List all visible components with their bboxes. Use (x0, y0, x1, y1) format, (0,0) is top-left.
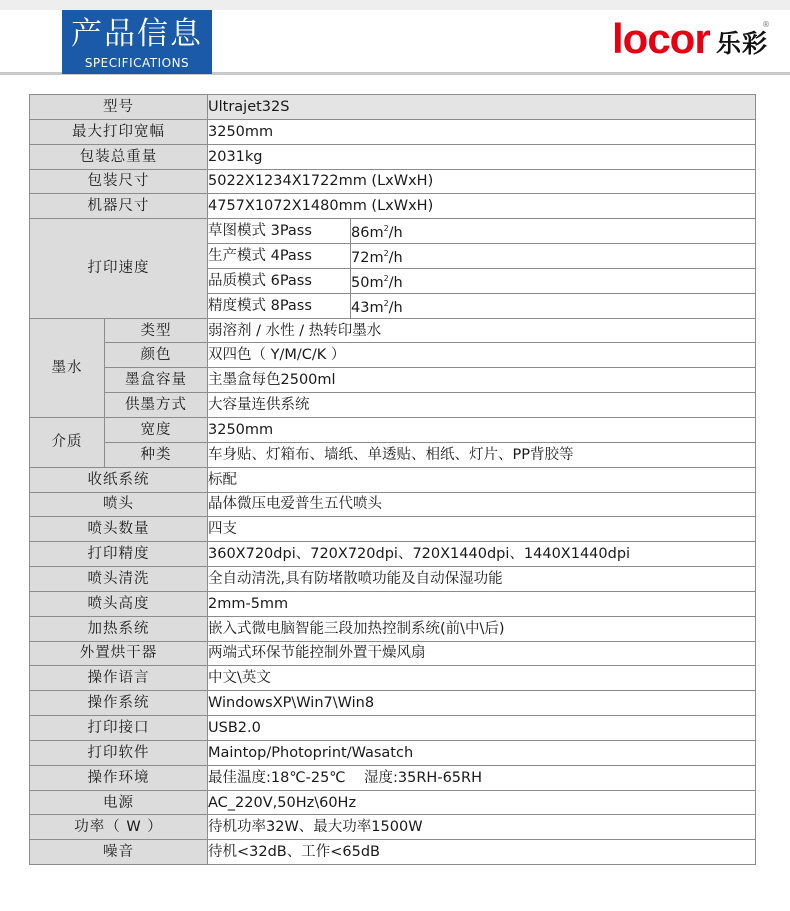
spec-value: 弱溶剂 / 水性 / 热转印墨水 (208, 318, 756, 343)
spec-label: 操作语言 (30, 666, 208, 691)
spec-row-machine-size (30, 194, 756, 219)
speed-unit: /h (388, 274, 403, 291)
spec-sublabel: 类型 (105, 318, 208, 343)
spec-label: 喷头高度 (30, 591, 208, 616)
spec-value: 两端式环保节能控制外置干燥风扇 (208, 641, 756, 666)
spec-row-take-up (30, 467, 756, 492)
spec-label: 最大打印宽幅 (30, 119, 208, 144)
speed-mode: 精度模式 8Pass (208, 293, 351, 318)
spec-value: 主墨盒每色2500ml (208, 368, 756, 393)
spec-row-head-count (30, 517, 756, 542)
spec-value: 待机功率32W、最大功率1500W (208, 815, 756, 840)
spec-value: 3250mm (208, 417, 756, 442)
spec-label: 型号 (30, 95, 208, 120)
speed-unit-exponent: 2 (383, 273, 389, 283)
spec-row-package-size (30, 169, 756, 194)
spec-label: 操作环境 (30, 765, 208, 790)
spec-label: 电源 (30, 790, 208, 815)
speed-number: 43m (351, 299, 384, 316)
spec-row-head-height (30, 591, 756, 616)
spec-row-ink-type (30, 318, 756, 343)
spec-label-media: 介质 (30, 417, 105, 467)
spec-value: 待机<32dB、工作<65dB (208, 840, 756, 865)
spec-label: 收纸系统 (30, 467, 208, 492)
spec-row-ink-supply (30, 393, 756, 418)
spec-table (29, 94, 756, 865)
spec-label: 喷头 (30, 492, 208, 517)
spec-value: 全自动清洗,具有防堵散喷功能及自动保湿功能 (208, 567, 756, 592)
brand-logo-latin: locor (612, 15, 710, 62)
spec-value: 2031kg (208, 144, 756, 169)
top-band (0, 0, 790, 10)
spec-row-software (30, 740, 756, 765)
speed-unit: /h (388, 249, 403, 266)
speed-value (351, 244, 756, 269)
spec-label: 包装总重量 (30, 144, 208, 169)
spec-value: 标配 (208, 467, 756, 492)
spec-value: 360X720dpi、720X720dpi、720X1440dpi、1440X1440dpi (208, 542, 756, 567)
spec-value: USB2.0 (208, 716, 756, 741)
spec-row-environment (30, 765, 756, 790)
spec-row-cleaning (30, 567, 756, 592)
spec-row-os (30, 691, 756, 716)
brand-logo-chinese: 乐彩 (716, 29, 769, 58)
speed-mode: 草图模式 3Pass (208, 219, 351, 244)
spec-row-ink-capacity (30, 368, 756, 393)
spec-label: 加热系统 (30, 616, 208, 641)
spec-label: 操作系统 (30, 691, 208, 716)
spec-row-dryer (30, 641, 756, 666)
speed-unit: /h (388, 225, 403, 242)
spec-value: 3250mm (208, 119, 756, 144)
spec-label: 打印精度 (30, 542, 208, 567)
speed-value (351, 293, 756, 318)
section-subtitle: SPECIFICATIONS (84, 56, 190, 70)
speed-number: 86m (351, 225, 384, 242)
spec-label: 喷头清洗 (30, 567, 208, 592)
spec-row-language (30, 666, 756, 691)
spec-label: 噪音 (30, 840, 208, 865)
speed-number: 72m (351, 249, 384, 266)
spec-sublabel: 种类 (105, 442, 208, 467)
spec-value: Ultrajet32S (208, 95, 756, 120)
spec-label: 功率（ W ） (30, 815, 208, 840)
spec-row-power (30, 790, 756, 815)
spec-row-interface (30, 716, 756, 741)
spec-label: 包装尺寸 (30, 169, 208, 194)
registered-mark: ® (762, 20, 770, 29)
spec-sublabel: 供墨方式 (105, 393, 208, 418)
spec-row-media-kind (30, 442, 756, 467)
spec-row-heating (30, 616, 756, 641)
spec-value: 中文\英文 (208, 666, 756, 691)
spec-row-precision (30, 542, 756, 567)
speed-number: 50m (351, 274, 384, 291)
spec-label: 打印软件 (30, 740, 208, 765)
spec-value: 最佳温度:18℃-25℃ 湿度:35RH-65RH (208, 765, 756, 790)
speed-unit-exponent: 2 (383, 224, 389, 234)
section-badge (62, 10, 212, 74)
spec-row-media-width (30, 417, 756, 442)
spec-label: 打印接口 (30, 716, 208, 741)
spec-sublabel: 颜色 (105, 343, 208, 368)
spec-label: 喷头数量 (30, 517, 208, 542)
spec-value: 5022X1234X1722mm (LxWxH) (208, 169, 756, 194)
spec-value: 车身贴、灯箱布、墙纸、单透贴、相纸、灯片、PP背胶等 (208, 442, 756, 467)
spec-sublabel: 墨盒容量 (105, 368, 208, 393)
speed-unit: /h (388, 299, 403, 316)
spec-row-gross-weight (30, 144, 756, 169)
spec-row-consumption (30, 815, 756, 840)
spec-label: 机器尺寸 (30, 194, 208, 219)
spec-sublabel: 宽度 (105, 417, 208, 442)
spec-value: 双四色（ Y/M/C/K ） (208, 343, 756, 368)
spec-value: 4757X1072X1480mm (LxWxH) (208, 194, 756, 219)
spec-value: 晶体微压电爱普生五代喷头 (208, 492, 756, 517)
spec-row-max-width (30, 119, 756, 144)
speed-value (351, 219, 756, 244)
spec-row-print-speed (30, 219, 756, 244)
spec-row-noise (30, 840, 756, 865)
spec-label: 外置烘干器 (30, 641, 208, 666)
spec-row-head (30, 492, 756, 517)
spec-label-print-speed: 打印速度 (30, 219, 208, 318)
spec-value: WindowsXP\Win7\Win8 (208, 691, 756, 716)
spec-value: AC_220V,50Hz\60Hz (208, 790, 756, 815)
section-title: 产品信息 (71, 16, 203, 52)
speed-unit-exponent: 2 (383, 249, 389, 259)
speed-value (351, 268, 756, 293)
speed-unit-exponent: 2 (383, 298, 389, 308)
spec-value: 四支 (208, 517, 756, 542)
spec-row-ink-color (30, 343, 756, 368)
spec-value: 大容量连供系统 (208, 393, 756, 418)
spec-value: 2mm-5mm (208, 591, 756, 616)
spec-label-ink: 墨水 (30, 318, 105, 417)
spec-value: 嵌入式微电脑智能三段加热控制系统(前\中\后) (208, 616, 756, 641)
spec-row-model (30, 95, 756, 120)
speed-mode: 生产模式 4Pass (208, 244, 351, 269)
speed-mode: 品质模式 6Pass (208, 268, 351, 293)
spec-value: Maintop/Photoprint/Wasatch (208, 740, 756, 765)
